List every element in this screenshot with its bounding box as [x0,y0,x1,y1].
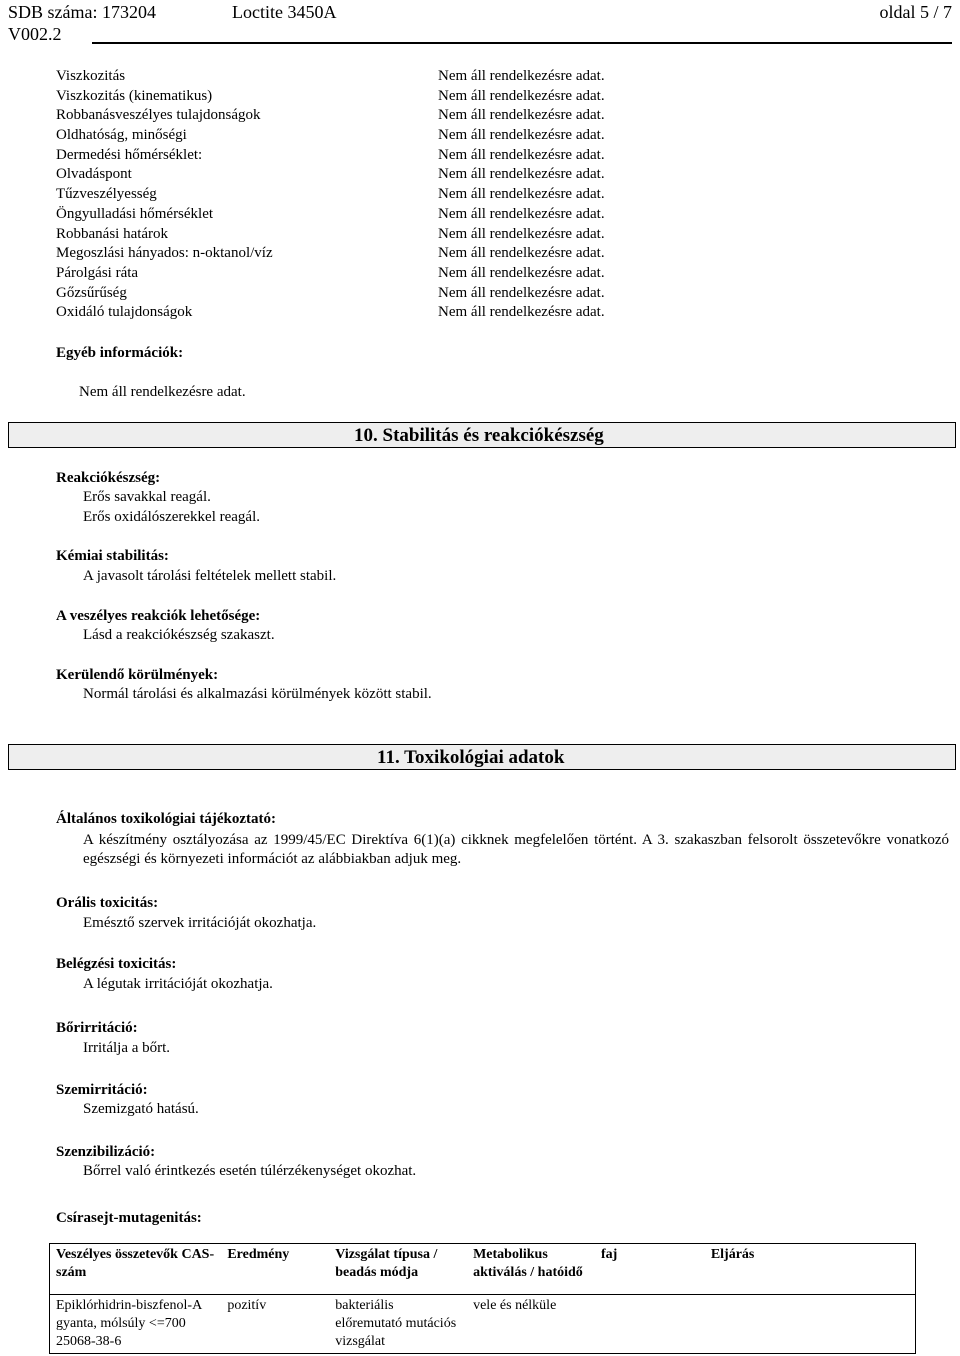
property-value: Nem áll rendelkezésre adat. [438,107,605,124]
property-row [56,106,656,126]
inhalation-tox-label: Belégzési toxicitás: [56,956,177,972]
reactivity-text-2: Erős oxidálószerekkel reagál. [83,509,261,525]
property-value: Nem áll rendelkezésre adat. [438,87,605,104]
property-row [56,165,656,185]
property-row [56,146,656,166]
property-value: Nem áll rendelkezésre adat. [438,68,605,84]
sdb-number: SDB száma: 173204 [8,2,156,22]
column-header: Metabolikus aktiválás / hatóidő [467,1244,595,1295]
property-row [56,87,656,107]
property-name: Viszkozitás (kinematikus) [56,87,213,104]
property-value: Nem áll rendelkezésre adat. [438,146,605,163]
property-value: Nem áll rendelkezésre adat. [438,186,605,203]
property-list [56,67,656,323]
section-11-header [8,744,956,770]
property-row [56,244,656,264]
version: V002.2 [8,24,62,44]
column-header: faj [595,1244,705,1295]
column-header: Veszélyes összetevők CAS-szám [50,1244,222,1295]
sensitization-text: Bőrrel való érintkezés esetén túlérzékenységet okozhat. [83,1163,417,1179]
mutagenicity-label: Csírasejt-mutagenitás: [56,1210,202,1226]
property-name: Olvadáspont [56,166,132,183]
table-cell: vele és nélküle [473,1298,557,1313]
other-info-text: Nem áll rendelkezésre adat. [79,384,246,400]
table-cell: pozitív [227,1298,267,1313]
general-tox-text: A készítmény osztályozása az 1999/45/EC Direktíva 6(1)(a) cikknek megfelelően történt. A 3. szakaszban felsorolt összetevőkre vonatkozó egészségi és környezeti információt az alábbiakban adjuk meg. [83,832,949,867]
property-value: Nem áll rendelkezésre adat. [438,127,605,144]
property-name: Dermedési hőmérséklet: [56,146,203,163]
conditions-label: Kerülendő körülmények: [56,667,219,683]
property-name: Megoszlási hányados: n-oktanol/víz [56,245,273,262]
skin-irritation-text: Irritálja a bőrt. [83,1040,171,1056]
hazardous-reactions-label: A veszélyes reakciók lehetősége: [56,608,261,624]
property-name: Párolgási ráta [56,264,139,281]
property-row [56,185,656,205]
property-name: Öngyulladási hőmérséklet [56,205,214,222]
property-row [56,284,656,304]
column-header: Eredmény [221,1244,329,1295]
mutagenicity-table [49,1243,916,1354]
table-cell: bakteriális előremutató mutációs vizsgálat [335,1298,457,1349]
property-value: Nem áll rendelkezésre adat. [438,245,605,262]
property-row [56,205,656,225]
property-value: Nem áll rendelkezésre adat. [438,304,605,321]
table-row [50,1295,916,1354]
section-10-header [8,422,956,448]
property-row [56,67,656,87]
chemical-stability-text: A javasolt tárolási feltételek mellett stabil. [83,568,337,584]
inhalation-tox-text: A légutak irritációját okozhatja. [83,976,273,992]
property-value: Nem áll rendelkezésre adat. [438,205,605,222]
table-cell [595,1295,705,1354]
property-value: Nem áll rendelkezésre adat. [438,264,605,281]
property-value: Nem áll rendelkezésre adat. [438,166,605,183]
reactivity-text-1: Erős savakkal reagál. [83,489,211,505]
property-value: Nem áll rendelkezésre adat. [438,284,605,301]
reactivity-label: Reakciókészség: [56,470,161,486]
page-number: oldal 5 / 7 [879,2,952,22]
chemical-stability-label: Kémiai stabilitás: [56,548,169,564]
oral-tox-label: Orális toxicitás: [56,895,159,911]
conditions-text: Normál tárolási és alkalmazási körülmények között stabil. [83,686,432,702]
property-name: Gőzsűrűség [56,284,127,301]
hazardous-reactions-text: Lásd a reakciókészség szakaszt. [83,627,275,643]
skin-irritation-label: Bőrirritáció: [56,1020,138,1036]
property-name: Viszkozitás [56,68,126,84]
oral-tox-text: Emésztő szervek irritációját okozhatja. [83,915,317,931]
table-cell: Epiklórhidrin-biszfenol-A gyanta, mólsúly <=700 25068-38-6 [56,1298,202,1349]
general-tox-label: Általános toxikológiai tájékoztató: [56,811,276,827]
property-row [56,303,656,323]
other-info-label: Egyéb információk: [56,345,184,361]
header-rule [92,42,952,44]
property-name: Robbanási határok [56,225,169,242]
property-value: Nem áll rendelkezésre adat. [438,225,605,242]
property-name: Oxidáló tulajdonságok [56,304,193,321]
table-cell [705,1295,916,1354]
eye-irritation-text: Szemizgató hatású. [83,1101,199,1117]
property-name: Robbanásveszélyes tulajdonságok [56,107,261,124]
table-header-row [50,1244,916,1295]
eye-irritation-label: Szemirritáció: [56,1082,148,1098]
property-name: Tűzveszélyesség [56,186,157,203]
property-row [56,225,656,245]
section-10-title: 10. Stabilitás és reakciókészség [354,425,604,446]
sensitization-label: Szenzibilizáció: [56,1144,156,1160]
page-header [8,2,952,44]
section-11-title: 11. Toxikológiai adatok [377,747,565,768]
column-header: Vizsgálat típusa / beadás módja [329,1244,467,1295]
product-name: Loctite 3450A [232,2,337,22]
property-name: Oldhatóság, minőségi [56,127,187,144]
property-row [56,264,656,284]
column-header: Eljárás [705,1244,916,1295]
property-row [56,126,656,146]
